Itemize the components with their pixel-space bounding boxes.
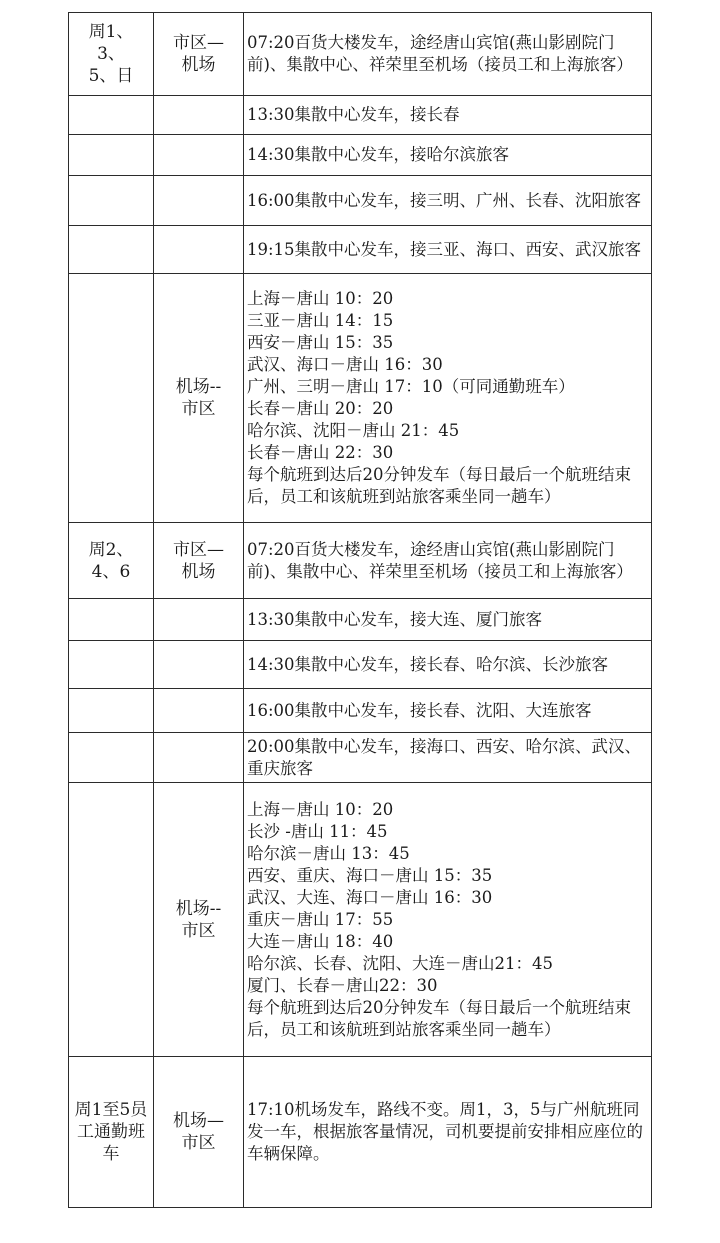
departure-note: 每个航班到达后20分钟发车（每日最后一个航班结束后，员工和该航班到站旅客乘坐同一趟车）: [247, 997, 631, 1039]
day-cell: [69, 274, 154, 523]
direction-cell: [154, 226, 244, 274]
schedule-text: 14:30集散中心发车，接哈尔滨旅客: [247, 145, 510, 164]
departure-note: 每个航班到达后20分钟发车（每日最后一个航班结束后，员工和该航班到站旅客乘坐同一趟车）: [247, 465, 631, 506]
schedule-text: 13:30集散中心发车，接大连、厦门旅客: [247, 609, 543, 629]
schedule-cell: [244, 96, 652, 135]
direction-cell: 机场--市区: [154, 783, 244, 1057]
table-row: [69, 689, 652, 733]
arrival-line: 三亚－唐山 14：15: [247, 311, 394, 330]
day-cell: [69, 176, 154, 226]
table-row: [69, 733, 652, 783]
schedule-cell: [244, 733, 652, 783]
arrival-line: 厦门、长春－唐山22：30: [247, 975, 438, 995]
direction-cell: 机场—市区: [154, 1057, 244, 1208]
table-row: [69, 274, 652, 523]
arrival-line: 长春－唐山 20：20: [247, 399, 394, 418]
table-row: [69, 176, 652, 226]
arrival-line: 西安－唐山 15：35: [247, 333, 394, 352]
arrival-line: 哈尔滨、长春、沈阳、大连－唐山21：45: [247, 953, 553, 973]
schedule-text: 16:00集散中心发车，接长春、沈阳、大连旅客: [247, 700, 592, 720]
direction-cell: [154, 599, 244, 641]
table-row: [69, 13, 652, 96]
schedule-text: 07:20百货大楼发车，途经唐山宾馆(燕山影剧院门前)、集散中心、祥荣里至机场（接员工和上海旅客）: [247, 33, 633, 74]
arrival-line: 哈尔滨、沈阳－唐山 21：45: [247, 421, 460, 440]
arrival-line: 长沙 -唐山 11：45: [247, 821, 388, 841]
schedule-cell: [244, 599, 652, 641]
arrival-line: 大连－唐山 18：40: [247, 931, 394, 951]
schedule-cell: [244, 641, 652, 689]
arrival-line: 重庆－唐山 17：55: [247, 909, 394, 929]
day-cell: [69, 599, 154, 641]
direction-cell: [154, 96, 244, 135]
schedule-text: 13:30集散中心发车，接长春: [247, 105, 460, 124]
schedule-cell: [244, 226, 652, 274]
arrival-line: 广州、三明－唐山 17：10（可同通勤班车）: [247, 377, 575, 396]
day-cell: [69, 96, 154, 135]
arrival-line: 哈尔滨－唐山 13：45: [247, 843, 410, 863]
day-cell: [69, 733, 154, 783]
arrival-line: 武汉、大连、海口－唐山 16：30: [247, 887, 493, 907]
arrival-line: 上海－唐山 10：20: [247, 799, 394, 819]
schedule-text: 19:15集散中心发车，接三亚、海口、西安、武汉旅客: [247, 239, 642, 259]
schedule-text: 16:00集散中心发车，接三明、广州、长春、沈阳旅客: [247, 190, 642, 210]
schedule-text: 20:00集散中心发车，接海口、西安、哈尔滨、武汉、重庆旅客: [247, 736, 642, 778]
arrival-line: 武汉、海口－唐山 16：30: [247, 355, 443, 374]
direction-cell: [154, 689, 244, 733]
day-cell: 周2、4、6: [69, 523, 154, 599]
direction-cell: [154, 733, 244, 783]
schedule-cell: [244, 13, 652, 96]
direction-cell: [154, 176, 244, 226]
arrival-line: 西安、重庆、海口－唐山 15：35: [247, 865, 493, 885]
day-cell: [69, 135, 154, 176]
day-cell: [69, 689, 154, 733]
table-row: [69, 1057, 652, 1208]
schedule-text: 07:20百货大楼发车，途经唐山宾馆(燕山影剧院门前)、集散中心、祥荣里至机场（接员工和上海旅客）: [247, 539, 633, 581]
table-row: [69, 599, 652, 641]
schedule-cell: [244, 1057, 652, 1208]
day-cell: [69, 783, 154, 1057]
schedule-text: 14:30集散中心发车，接长春、哈尔滨、长沙旅客: [247, 654, 609, 674]
schedule-cell: [244, 689, 652, 733]
table-row: [69, 135, 652, 176]
schedule-text: 17:10机场发车，路线不变。周1，3，5与广州航班同发一车，根据旅客量情况，司机要提前安排相应座位的车辆保障。: [247, 1100, 643, 1163]
table-row: [69, 96, 652, 135]
shuttle-schedule-table: [68, 12, 652, 1208]
day-cell: 周1至5员工通勤班车: [69, 1057, 154, 1208]
direction-cell: 机场--市区: [154, 274, 244, 523]
arrival-line: 上海－唐山 10：20: [247, 289, 394, 308]
table-row: [69, 523, 652, 599]
direction-cell: [154, 641, 244, 689]
schedule-cell: [244, 176, 652, 226]
table-row: [69, 641, 652, 689]
direction-cell: 市区—机场: [154, 13, 244, 96]
day-cell: [69, 641, 154, 689]
table-row: [69, 783, 652, 1057]
table-row: [69, 226, 652, 274]
schedule-cell: [244, 135, 652, 176]
day-cell: 周1、3、5、日: [69, 13, 154, 96]
direction-cell: [154, 135, 244, 176]
direction-cell: 市区—机场: [154, 523, 244, 599]
schedule-cell: [244, 523, 652, 599]
schedule-cell: [244, 274, 652, 523]
day-cell: [69, 226, 154, 274]
arrival-line: 长春－唐山 22：30: [247, 443, 394, 462]
schedule-cell: [244, 783, 652, 1057]
